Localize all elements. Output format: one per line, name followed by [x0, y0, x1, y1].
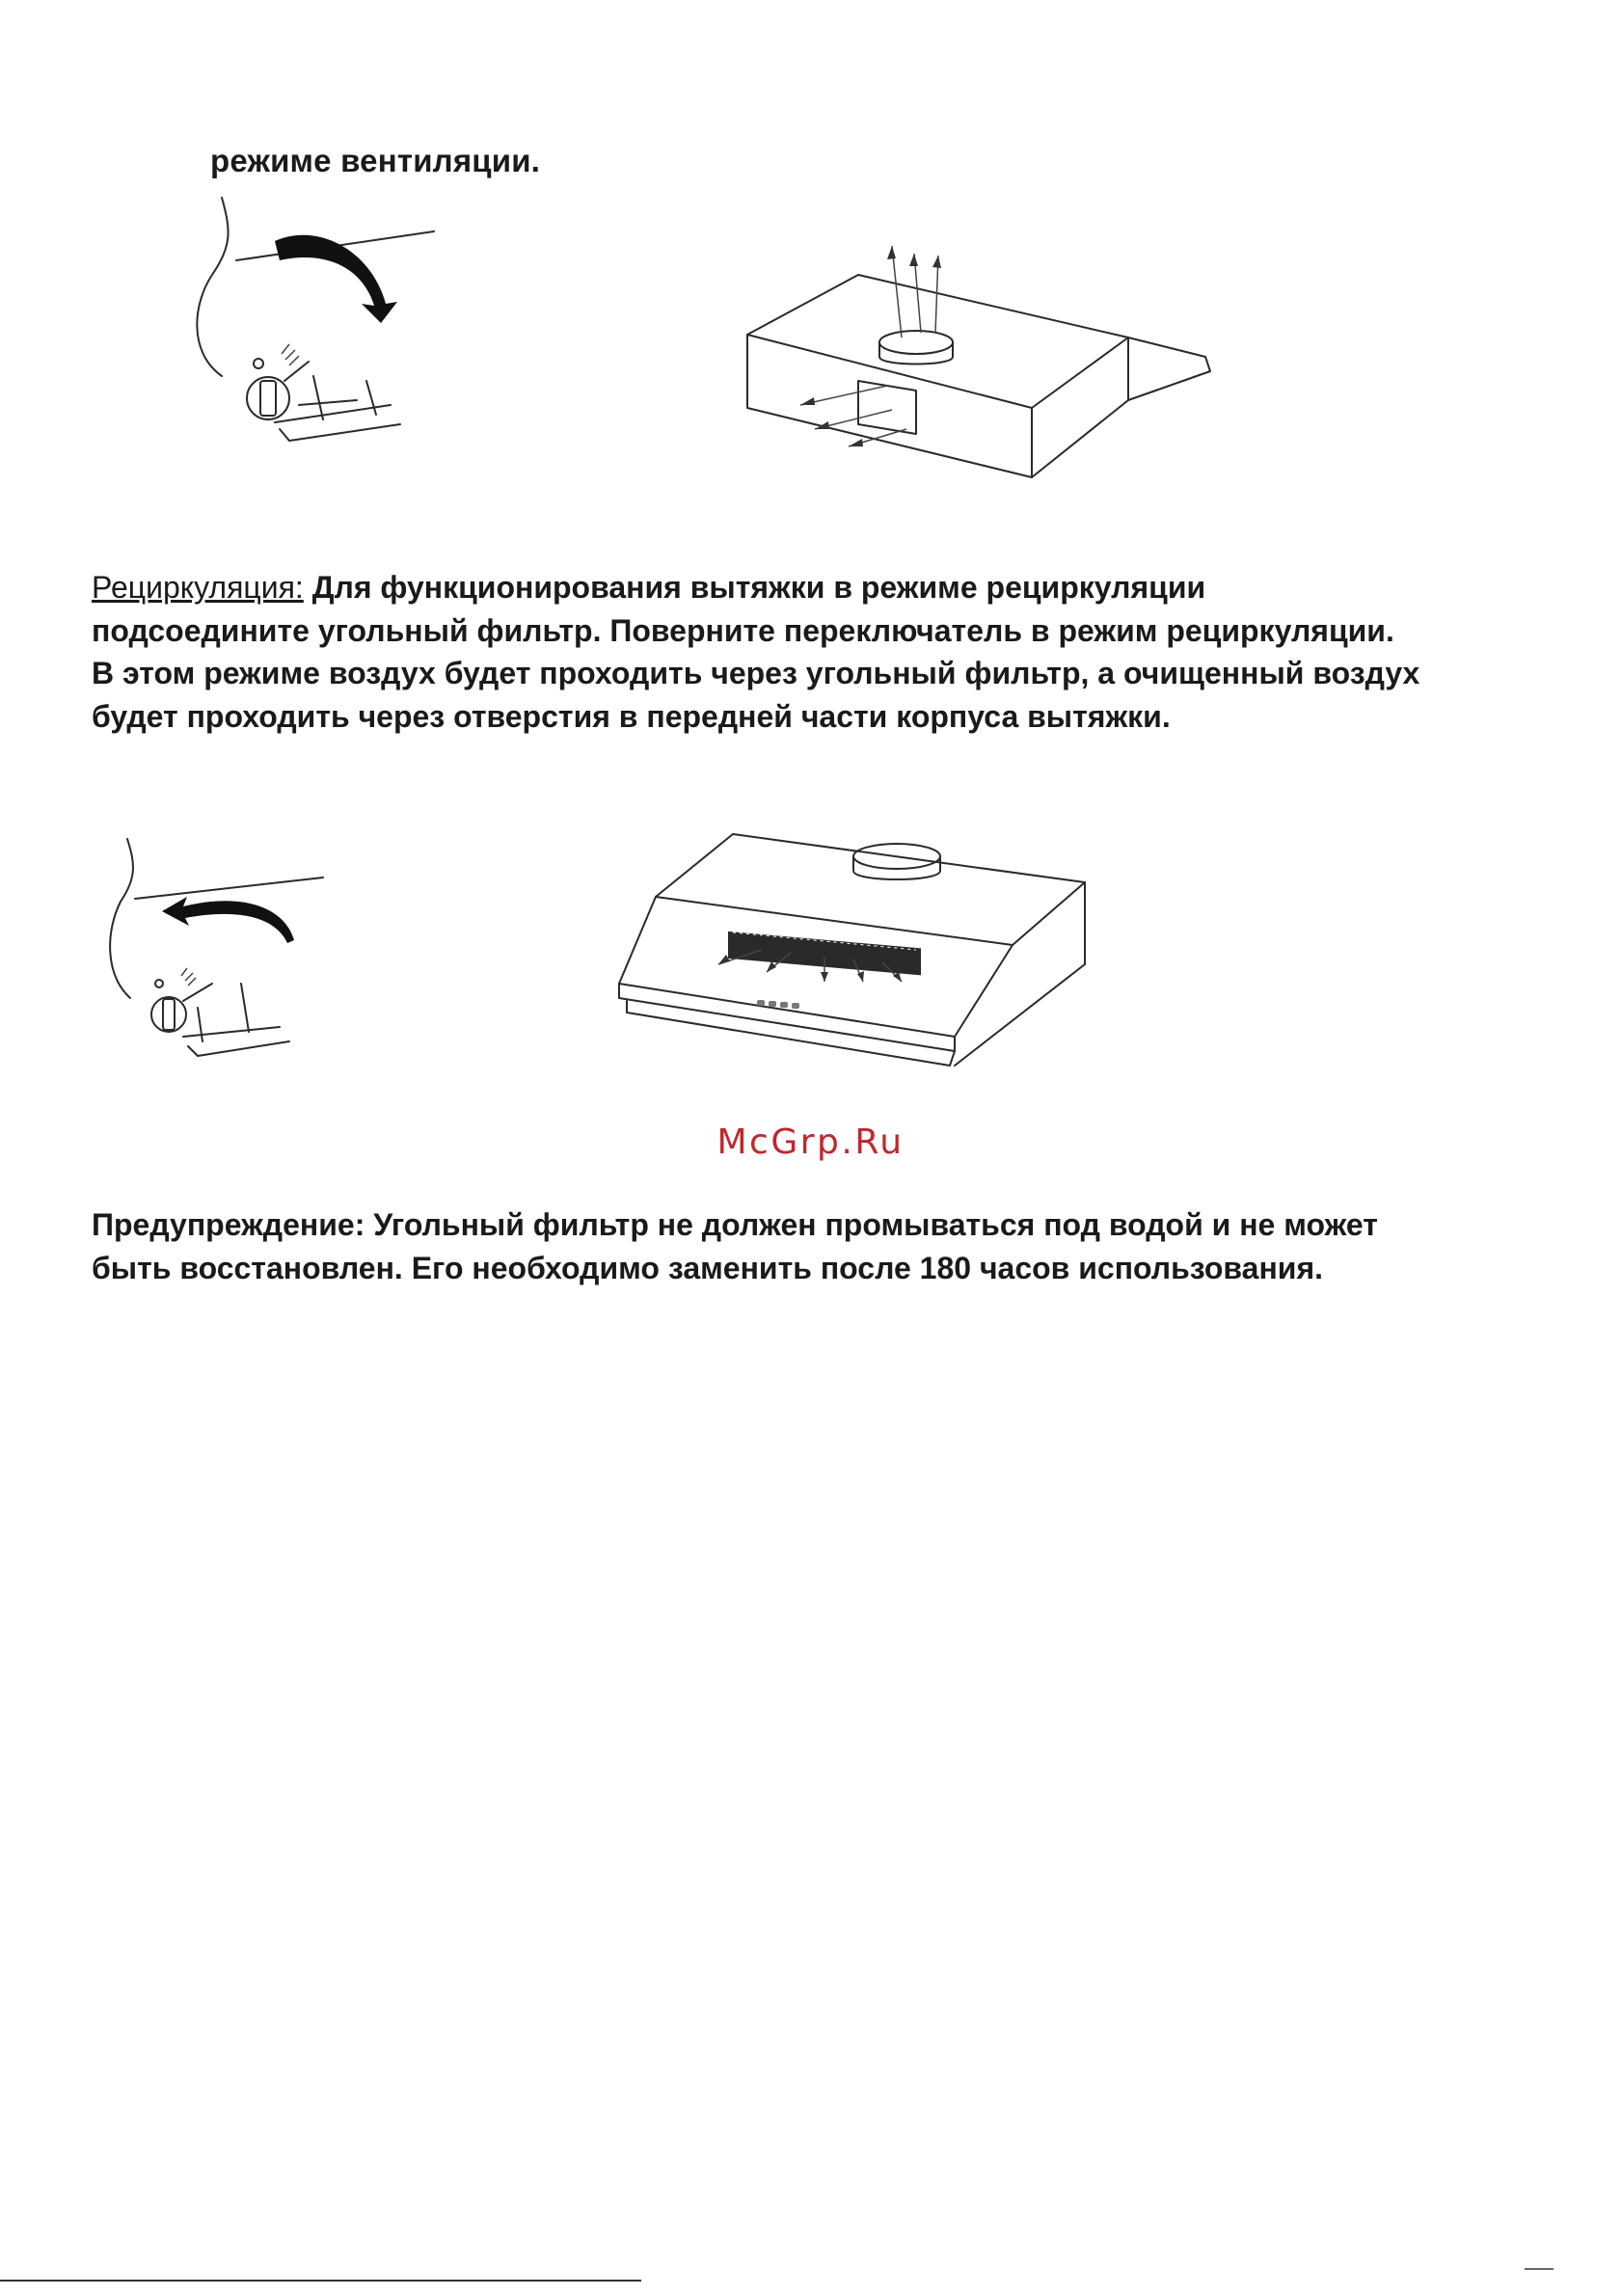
- watermark: McGrp.Ru: [716, 1122, 905, 1162]
- switch-vent-mode-illustration: [193, 188, 444, 458]
- hood-exhaust-mode-illustration: [743, 236, 1225, 487]
- switch-recirculation-mode-illustration: [106, 839, 328, 1070]
- recirculation-text: Для функционирования вытяжки в режиме рециркуляции подсоедините угольный фильтр. Поверните переключатель в режим рециркуляции. В этом режиме воздух будет проходить через угольный фильтр, а очищенный воздух будет проходить через отверстия в передней части корпуса вытяжки.: [92, 570, 1420, 734]
- recirculation-label: Рециркуляция:: [92, 570, 304, 605]
- warning-paragraph: Предупреждение: Угольный фильтр не должен промываться под водой и не может быть восстановлен. Его необходимо заменить после 180 часов использования.: [92, 1207, 1378, 1285]
- page-corner-mark: [1525, 2268, 1553, 2280]
- exhaust-outlet-icon: [879, 331, 953, 354]
- caption-vent-mode: режиме вентиляции.: [210, 143, 541, 178]
- rotation-arrow-icon: [162, 897, 294, 943]
- hood-recirculation-mode-illustration: [608, 829, 1099, 1085]
- rotary-knob-icon: [247, 377, 289, 419]
- rotation-arrow-icon: [275, 235, 397, 323]
- recirculation-paragraph: [92, 566, 1422, 738]
- rotary-knob-icon: [151, 997, 186, 1032]
- airflow-in-arrows-icon: [800, 386, 906, 446]
- footer-rule: [0, 2280, 641, 2282]
